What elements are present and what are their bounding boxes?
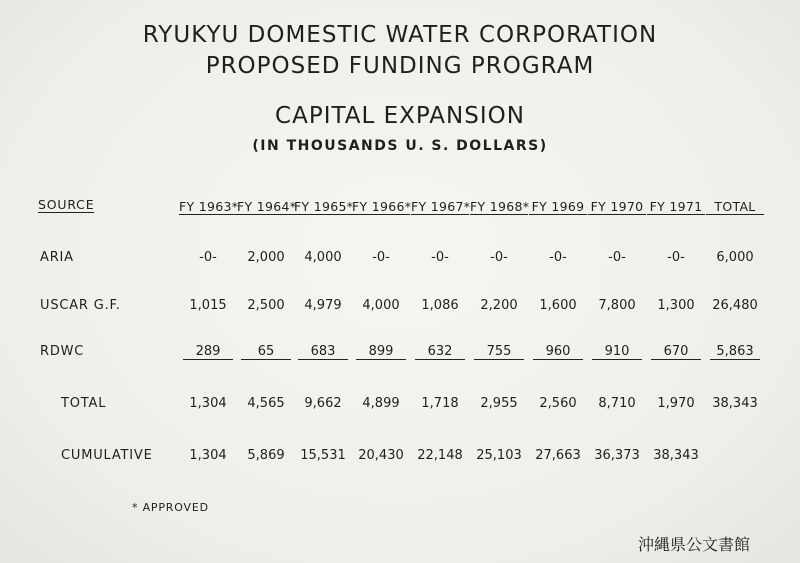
table-cell: 8,710 [598,396,636,411]
table-cell: -0- [490,250,508,265]
table-cell: 683 [298,344,348,360]
title-line-4: (IN THOUSANDS U. S. DOLLARS) [252,138,548,154]
column-header: FY 1968* [470,199,530,214]
table-cell: -0- [372,250,390,265]
table-cell: 755 [474,344,524,360]
title-line-3: CAPITAL EXPANSION [275,103,525,129]
table-cell: 15,531 [300,448,346,463]
table-cell: -0- [431,250,449,265]
table-cell: 65 [241,344,291,360]
column-header: FY 1964* [237,199,297,214]
table-cell: 899 [356,344,406,360]
table-cell: 4,565 [247,396,285,411]
column-header: FY 1971 [647,199,705,215]
table-cell: 4,979 [304,298,342,313]
column-header: FY 1965* [294,199,354,214]
table-cell: 27,663 [535,448,581,463]
table-cell: 1,718 [421,396,459,411]
column-header: FY 1967* [411,199,471,214]
row-label: TOTAL [61,396,107,411]
table-cell: 910 [592,344,642,360]
table-cell: 4,000 [362,298,400,313]
archive-stamp: 沖縄県公文書館 [638,535,751,554]
table-cell: 7,800 [598,298,636,313]
table-cell: -0- [549,250,567,265]
column-header: TOTAL [706,199,764,215]
source-header: SOURCE [38,197,95,212]
table-cell: 4,899 [362,396,400,411]
row-label: RDWC [40,344,85,359]
table-cell: 20,430 [358,448,404,463]
table-cell: 289 [183,344,233,360]
title-line-1: RYUKYU DOMESTIC WATER CORPORATION [142,22,658,48]
table-cell: 22,148 [417,448,463,463]
table-cell: 36,373 [594,448,640,463]
table-cell: 1,300 [657,298,695,313]
table-cell: 2,200 [480,298,518,313]
table-cell: 632 [415,344,465,360]
table-cell: 5,863 [710,344,760,360]
table-cell: 670 [651,344,701,360]
column-header: FY 1963* [179,199,239,214]
row-label: USCAR G.F. [40,298,121,313]
table-cell: 1,304 [189,448,227,463]
table-cell: 2,955 [480,396,518,411]
table-cell: 6,000 [716,250,754,265]
table-cell: -0- [667,250,685,265]
table-cell: 4,000 [304,250,342,265]
row-label: CUMULATIVE [61,448,153,463]
footnote: * APPROVED [132,501,209,514]
title-line-2: PROPOSED FUNDING PROGRAM [205,53,595,79]
table-cell: 38,343 [712,396,758,411]
column-header: FY 1969 [529,199,587,215]
table-cell: -0- [199,250,217,265]
column-header: FY 1966* [352,199,412,214]
table-cell: 38,343 [653,448,699,463]
table-cell: -0- [608,250,626,265]
table-cell: 2,560 [539,396,577,411]
table-cell: 2,500 [247,298,285,313]
table-cell: 960 [533,344,583,360]
column-header: FY 1970 [588,199,646,215]
table-cell: 26,480 [712,298,758,313]
table-cell: 1,970 [657,396,695,411]
table-cell: 1,304 [189,396,227,411]
table-cell: 1,086 [421,298,459,313]
table-cell: 9,662 [304,396,342,411]
table-cell: 1,015 [189,298,227,313]
table-cell: 5,869 [247,448,285,463]
table-cell: 2,000 [247,250,285,265]
row-label: ARIA [40,250,74,265]
table-cell: 1,600 [539,298,577,313]
table-cell: 25,103 [476,448,522,463]
